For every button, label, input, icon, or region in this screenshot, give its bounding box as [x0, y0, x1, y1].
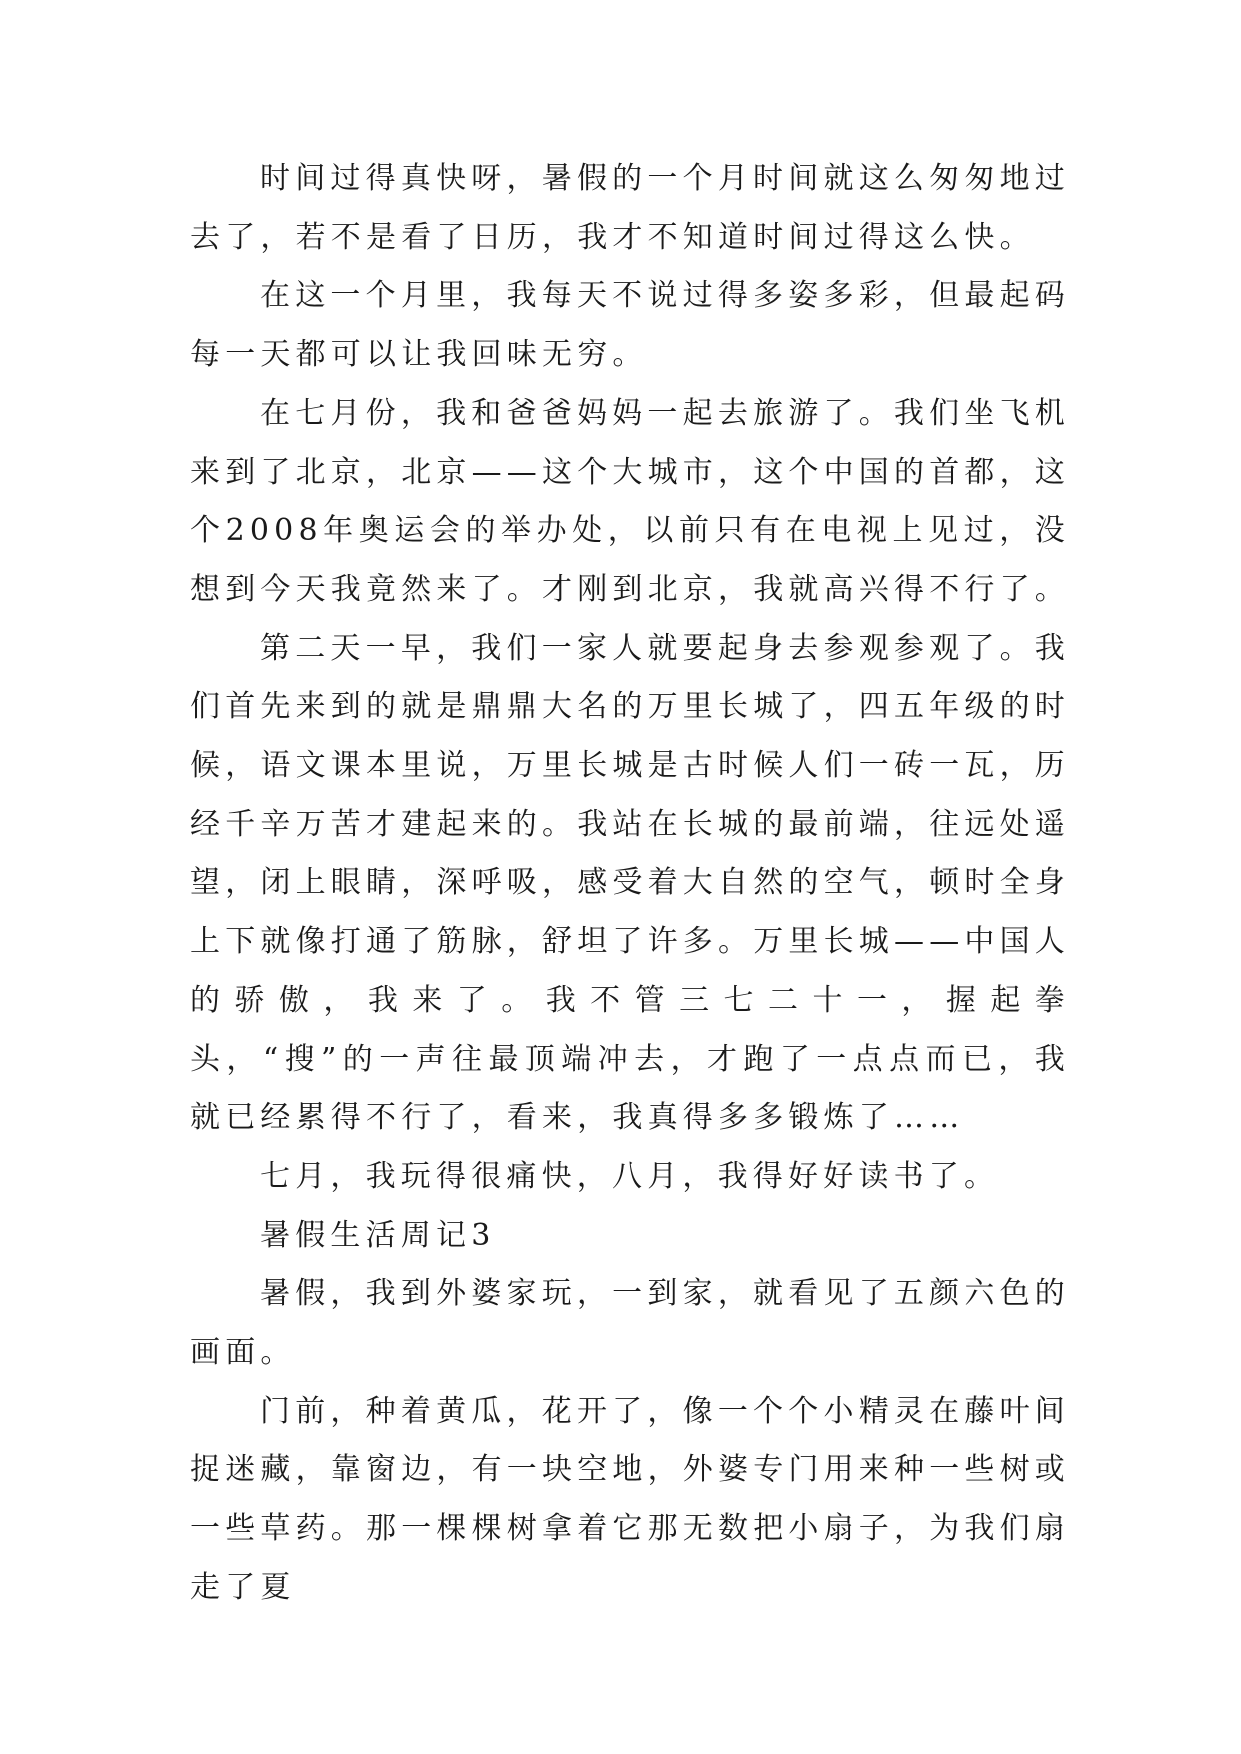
paragraph: 七月，我玩得很痛快，八月，我得好好读书了。	[260, 1158, 1000, 1194]
paragraph: 在七月份，我和爸爸妈妈一起去旅游了。我们坐飞机来到了北京，北京——这个大城市，这个中国的首都，这个2008年奥运会的举办处，以前只有在电视上见过，没想到今天我竟然来了。才刚到北京，我就高兴得不行了。	[190, 395, 1070, 607]
paragraph: 在这一个月里，我每天不说过得多姿多彩，但最起码每一天都可以让我回味无穷。	[190, 278, 1070, 373]
section-heading: 暑假生活周记3	[260, 1217, 496, 1253]
paragraph: 时间过得真快呀，暑假的一个月时间就这么匆匆地过去了，若不是看了日历，我才不知道时间过得这么快。	[190, 161, 1070, 255]
paragraph: 暑假，我到外婆家玩，一到家，就看见了五颜六色的画面。	[190, 1276, 1070, 1371]
paragraph: 第二天一早，我们一家人就要起身去参观参观了。我们首先来到的就是鼎鼎大名的万里长城了，四五年级的时候，语文课本里说，万里长城是古时候人们一砖一瓦，历经千辛万苦才建起来的。我站在长城的最前端，往远处遥望，闭上眼睛，深呼吸，感受着大自然的空气，顿时全身上下就像打通了筋脉，舒坦了许多。万里长城——中国人的骄傲，我来了。我不管三七二十一，握起拳头，“搜”的一声往最顶端冲去，才跑了一点点而已，我就已经累得不行了，看来，我真得多多锻炼了……	[190, 630, 1070, 1136]
document-body	[190, 150, 1070, 1618]
paragraph: 门前，种着黄瓜，花开了，像一个个小精灵在藤叶间捉迷藏，靠窗边，有一块空地，外婆专门用来种一些树或一些草药。那一棵棵树拿着它那无数把小扇子，为我们扇走了夏	[190, 1393, 1070, 1605]
